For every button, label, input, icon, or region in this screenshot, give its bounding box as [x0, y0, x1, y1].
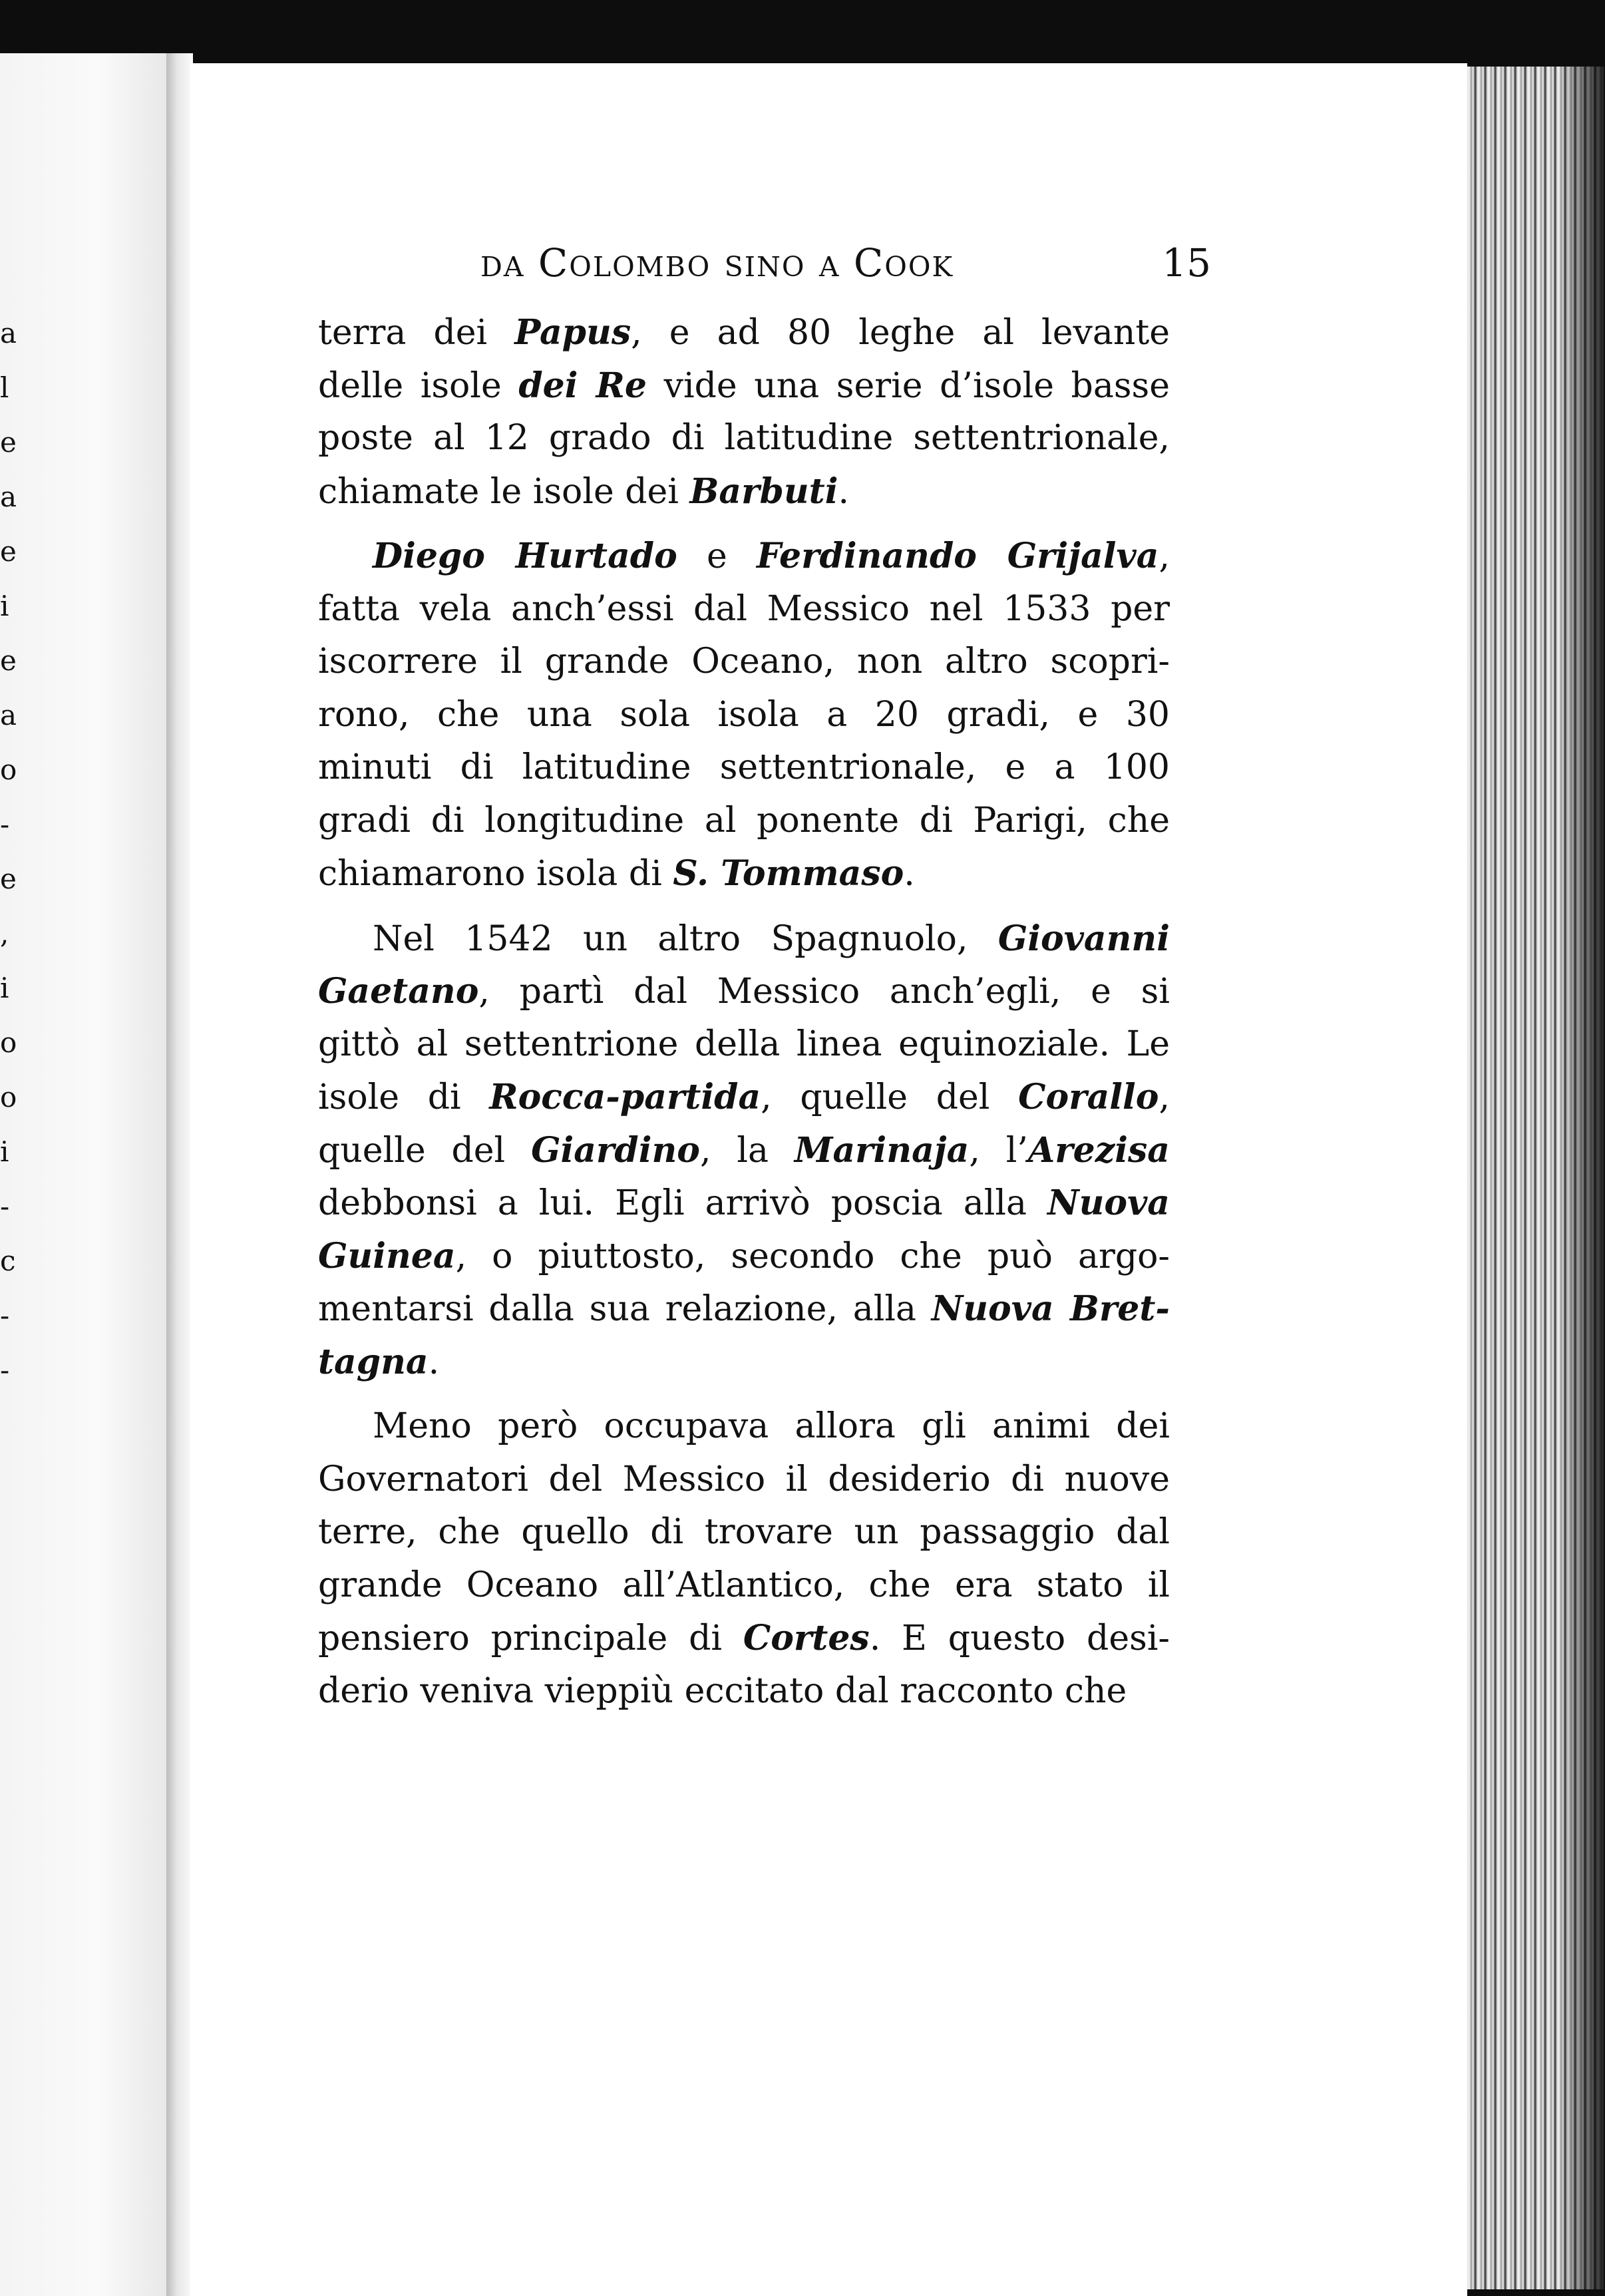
text-run: fatta vela anch’essi dal Messico nel 1533 per: [318, 588, 1170, 629]
text-line: [318, 965, 1170, 1018]
text-line: [318, 1124, 1170, 1177]
text-run: poste al 12 grado di latitudine settentrionale,: [318, 418, 1170, 458]
italic-name: Arezisa: [1027, 1129, 1170, 1171]
text-run: ,: [1159, 536, 1170, 576]
text-run: chiamarono isola di: [318, 854, 673, 894]
italic-name: Ferdinando Grijalva: [756, 536, 1159, 576]
text-line: [318, 636, 1170, 689]
text-run: .: [428, 1342, 440, 1382]
italic-name: tagna: [318, 1341, 429, 1382]
text-run: , e ad 80 leghe al levante: [631, 313, 1170, 353]
left-page-char: e: [0, 644, 17, 677]
italic-name: Gaetano: [318, 971, 479, 1012]
text-line: [318, 1453, 1170, 1507]
text-line: [318, 1018, 1170, 1071]
left-page-char: -: [0, 1354, 10, 1386]
text-line: [318, 741, 1170, 795]
text-line: [318, 583, 1170, 636]
left-page-char: o: [0, 1081, 17, 1113]
left-page-char: e: [0, 862, 17, 895]
text-run: Meno però occupava allora gli animi dei: [373, 1406, 1170, 1446]
italic-name: Rocca-partida: [489, 1077, 761, 1117]
text-line: [318, 1336, 1170, 1389]
text-run: chiamate le isole dei: [318, 471, 690, 512]
text-run: terra dei: [318, 313, 515, 353]
text-line: [318, 412, 1170, 465]
text-run: , la: [699, 1130, 795, 1171]
text-line: [318, 847, 1170, 900]
text-run: debbonsi a lui. Egli arrivò poscia alla: [318, 1183, 1048, 1223]
text-line: [318, 1559, 1170, 1613]
text-run: quelle del: [318, 1130, 532, 1171]
left-page-char: -: [0, 1299, 10, 1332]
text-run: gradi di longitudine al ponente di Parigi, che: [318, 800, 1170, 841]
italic-name: Marinaja: [794, 1129, 970, 1171]
left-page-char: ,: [0, 917, 9, 950]
italic-name: Papus: [514, 312, 631, 353]
body-text: [318, 306, 1170, 1718]
text-line: [318, 1282, 1170, 1336]
text-line: [318, 359, 1170, 413]
text-run: . E questo desi-: [869, 1619, 1170, 1658]
left-page-char: -: [0, 808, 10, 841]
text-line: [318, 1665, 1170, 1718]
italic-name: dei Re: [518, 365, 647, 406]
left-page-char: e: [0, 426, 17, 459]
left-page-char: a: [0, 699, 17, 731]
left-page-edge: [0, 53, 166, 2296]
left-page-char: o: [0, 1026, 17, 1059]
text-line: [318, 795, 1170, 848]
text-line: [318, 1400, 1170, 1453]
text-run: , partì dal Messico anch’egli, e si: [478, 972, 1170, 1012]
text-run: mentarsi dalla sua relazione, alla: [318, 1289, 932, 1329]
left-page-char: e: [0, 535, 17, 568]
italic-name: Guinea: [318, 1235, 456, 1276]
left-page-char: c: [0, 1244, 16, 1277]
italic-name: Giardino: [531, 1129, 700, 1171]
text-line: [318, 306, 1170, 359]
text-line: [318, 530, 1170, 583]
text-run: , l’: [969, 1130, 1028, 1171]
text-line: [318, 689, 1170, 742]
text-run: Governatori del Messico il desiderio di nuove: [318, 1459, 1170, 1499]
text-run: derio veniva vieppiù eccitato dal racconto che: [318, 1670, 1127, 1711]
text-run: ,: [1159, 1077, 1170, 1117]
text-line: [318, 1177, 1170, 1230]
page-number: 15: [1162, 240, 1211, 286]
text-run: isole di: [318, 1077, 490, 1117]
text-run: gittò al settentrione della linea equinoziale. Le: [318, 1024, 1170, 1064]
running-head: da Colombo sino a Cook: [480, 240, 954, 286]
italic-name: Giovanni: [997, 918, 1170, 959]
text-run: minuti di latitudine settentrionale, e a 100: [318, 747, 1170, 787]
text-line: [318, 465, 1170, 518]
left-page-char: i: [0, 1135, 9, 1168]
text-run: rono, che una sola isola a 20 gradi, e 30: [318, 694, 1170, 735]
text-run: Nel 1542 un altro Spagnuolo,: [373, 918, 998, 959]
italic-name: Barbuti: [689, 471, 838, 512]
text-run: e: [677, 536, 757, 576]
text-run: iscorrere il grande Oceano, non altro scopri-: [318, 642, 1170, 681]
left-page-char: l: [0, 371, 9, 404]
text-line: [318, 1230, 1170, 1283]
text-line: [318, 1612, 1170, 1665]
text-run: pensiero principale di: [318, 1619, 743, 1658]
left-page-char: -: [0, 1190, 10, 1223]
left-page-char: i: [0, 590, 9, 622]
italic-name: Nuova Bret-: [931, 1288, 1170, 1329]
text-run: , quelle del: [761, 1077, 1019, 1117]
page-block-edges: [1467, 67, 1605, 2289]
left-page-char: i: [0, 972, 9, 1004]
text-run: vide una serie d’isole basse: [646, 365, 1170, 406]
italic-name: S. Tommaso: [673, 853, 904, 894]
text-line: [318, 1071, 1170, 1124]
text-run: delle isole: [318, 365, 519, 406]
italic-name: Nuova: [1047, 1183, 1170, 1223]
left-page-cut-text: [0, 306, 27, 1398]
text-run: , o piuttosto, secondo che può argo-: [455, 1236, 1170, 1276]
text-run: .: [904, 854, 915, 894]
book-gutter: [166, 53, 193, 2296]
left-page-char: o: [0, 753, 17, 786]
italic-name: Cortes: [743, 1618, 870, 1658]
italic-name: Diego Hurtado: [373, 536, 677, 576]
text-line: [318, 912, 1170, 966]
text-run: terre, che quello di trovare un passaggio dal: [318, 1512, 1170, 1552]
left-page-char: a: [0, 480, 17, 513]
text-run: grande Oceano all’Atlantico, che era stato il: [318, 1565, 1170, 1605]
italic-name: Corallo: [1018, 1077, 1159, 1117]
text-line: [318, 1506, 1170, 1559]
left-page-char: a: [0, 317, 17, 349]
text-run: .: [838, 471, 849, 512]
